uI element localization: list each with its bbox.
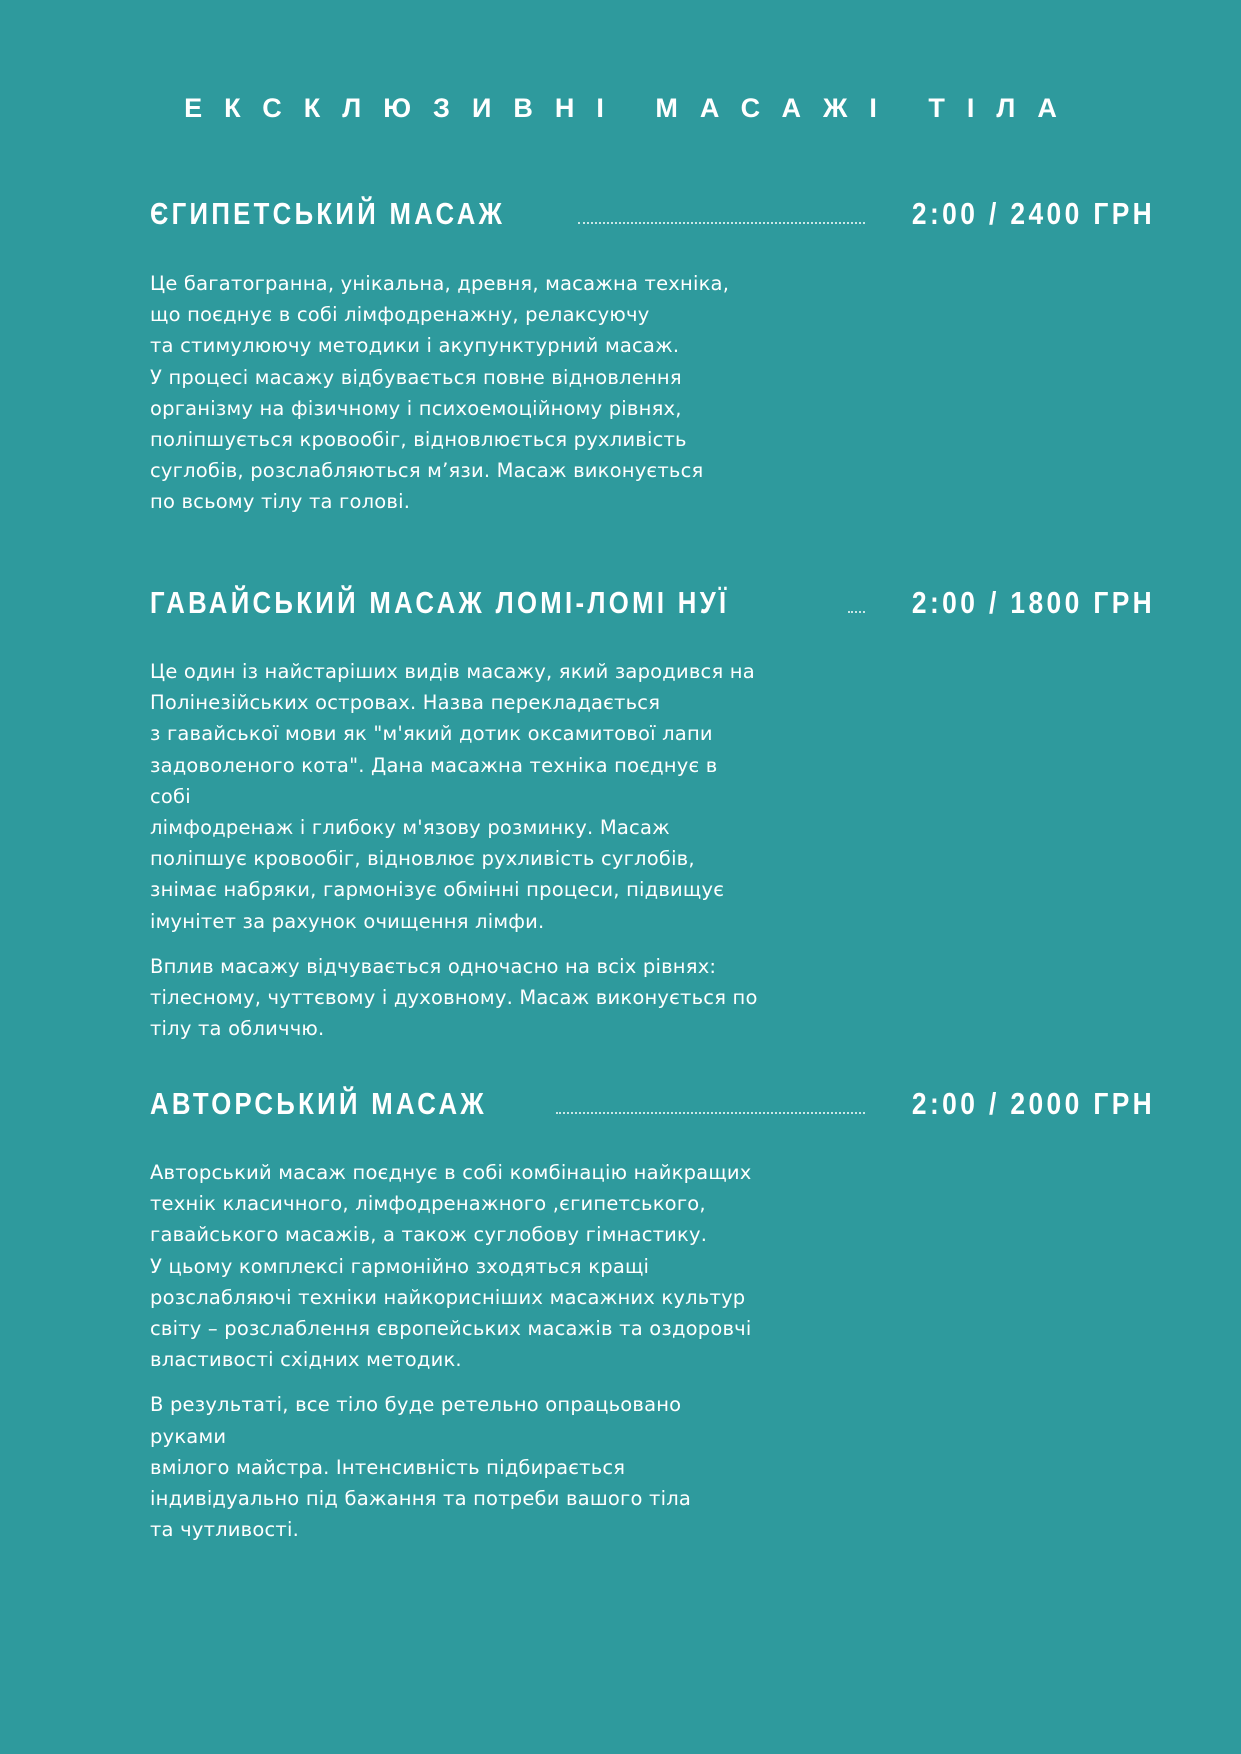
item-name: ГАВАЙСЬКИЙ МАСАЖ ЛОМІ-ЛОМІ НУЇ [150,585,730,620]
description-line: тілесному, чуттєвому і духовному. Масаж виконується по [150,986,758,1010]
item-price: 2:00 / 1800 ГРН [911,585,1155,620]
description-line: Це один із найстаріших видів масажу, який зародився на [150,660,755,683]
menu-item-header [150,585,1155,629]
dotted-leader [556,1111,865,1114]
description-line: Це багатогранна, унікальна, древня, масажна техніка, [150,272,730,295]
page-title: ЕКСКЛЮЗИВНІ МАСАЖІ ТІЛА [184,93,1079,123]
item-description [150,656,760,1044]
menu-item-header [150,1086,1155,1130]
description-line: технік класичного, лімфодренажного ,єгипетського, [150,1192,706,1216]
dotted-leader [848,610,865,613]
description-line: В результаті, все тіло буде ретельно опрацьовано руками [150,1393,682,1448]
description-line: Авторський масаж поєднує в собі комбінацію найкращих [150,1161,752,1184]
description-line: гавайського масажів, а також суглобову гімнастику. [150,1223,708,1247]
dotted-leader [578,221,865,224]
item-name: ЄГИПЕТСЬКИЙ МАСАЖ [150,196,506,231]
description-line: Вплив масажу відчувається одночасно на всіх рівнях: [150,954,717,978]
description-line: з гавайської мови як "м'який дотик оксамитової лапи [150,722,713,746]
description-line: індивідуально під бажання та потреби вашого тіла [150,1487,692,1511]
item-price: 2:00 / 2000 ГРН [911,1086,1155,1121]
description-line: У процесі масажу відбувається повне відновлення [150,365,682,389]
description-line: розслабляючі техніки найкорисніших масажних культур [150,1285,746,1309]
item-description [150,1157,760,1545]
item-description [150,268,760,518]
description-line: тілу та обличчю. [150,1017,325,1041]
description-line: суглобів, розслабляються м’язи. Масаж виконується [150,459,704,483]
item-price: 2:00 / 2400 ГРН [911,196,1155,231]
description-line: по всьому тілу та голові. [150,490,411,514]
description-line: знімає набряки, гармонізує обмінні процеси, підвищує [150,878,725,902]
description-line: що поєднує в собі лімфодренажну, релаксуючу [150,303,650,327]
description-line: та чутливості. [150,1518,299,1542]
description-line: У цьому комплексі гармонійно зходяться кращі [150,1254,650,1278]
description-line: властивості східних методик. [150,1348,462,1372]
description-line: організму на фізичному і психоемоційному рівнях, [150,396,682,420]
description-line: та стимулюючу методики і акупунктурний масаж. [150,334,680,358]
description-line: Полінезійських островах. Назва перекладається [150,691,661,715]
description-line: задоволеного кота". Дана масажна техніка поєднує в собі [150,753,718,808]
description-line: поліпшується кровообіг, відновлюється рухливість [150,428,687,452]
menu-item-header [150,196,1155,240]
description-line: поліпшує кровообіг, відновлює рухливість суглобів, [150,847,695,871]
description-line: вмілого майстра. Інтенсивність підбирається [150,1455,626,1479]
description-line: імунітет за рахунок очищення лімфи. [150,909,545,933]
description-line: світу – розслаблення європейських масажів та оздоровчі [150,1317,752,1341]
item-name: АВТОРСЬКИЙ МАСАЖ [150,1086,487,1121]
description-line: лімфодренаж і глибоку м'язову розминку. Масаж [150,816,670,840]
